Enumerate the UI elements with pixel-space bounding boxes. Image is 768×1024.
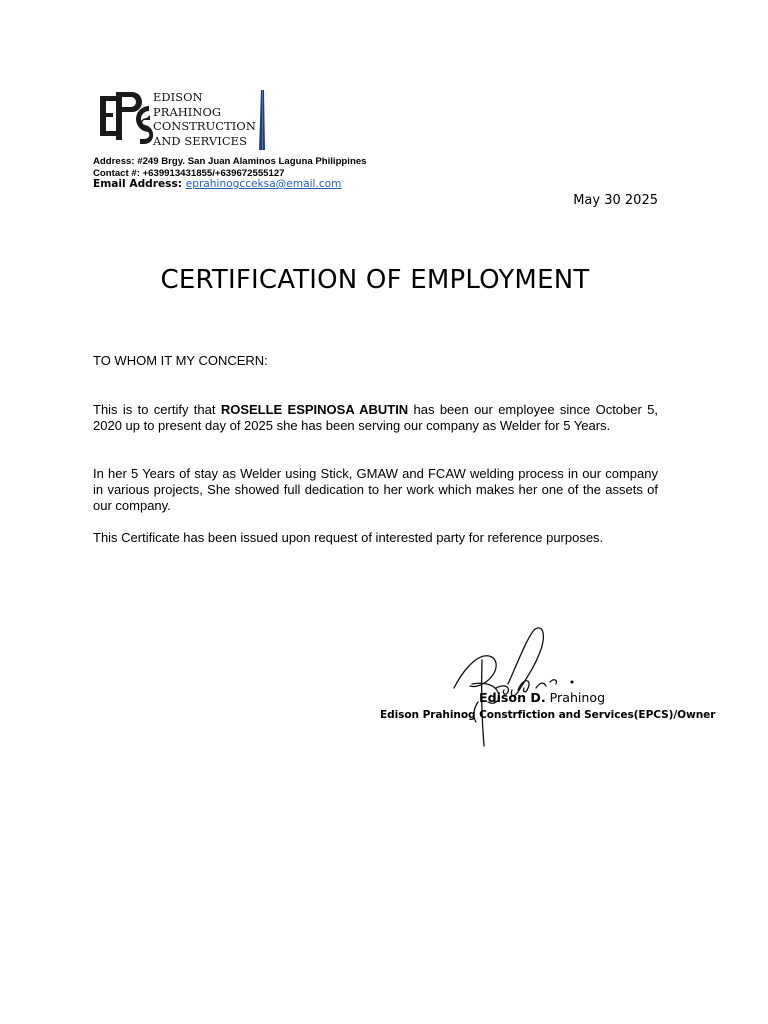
company-address: Address: #249 Brgy. San Juan Alaminos Laguna Philippines: [93, 156, 367, 167]
signatory-title: Edison Prahinog Constrfiction and Services(EPCS)/Owner: [380, 709, 716, 721]
company-logo: [97, 88, 269, 154]
letterhead-contact-block: [93, 156, 367, 179]
company-email-line: [93, 178, 342, 190]
body-paragraph-3: This Certificate has been issued upon request of interested party for reference purposes.: [93, 530, 604, 545]
document-title-text: CERTIFICATION OF EMPLOYMENT: [160, 265, 590, 295]
email-label: Email Address:: [93, 178, 182, 190]
logo-line: EDISON: [153, 90, 203, 104]
signatory-name: [479, 690, 605, 705]
signatory-name-bold: Edison D.: [479, 690, 546, 705]
signatory-name-rest: Prahinog: [545, 690, 606, 705]
document-title: [0, 265, 768, 295]
body-paragraph-2: In her 5 Years of stay as Welder using Stick, GMAW and FCAW welding process in our company in various projects, She showed full dedication to her work which makes her one of the assets of our company.: [93, 466, 658, 513]
paragraph-text: This is to certify that: [93, 402, 221, 417]
body-paragraph-1: [93, 402, 658, 434]
logo-wordmark: [153, 90, 265, 148]
employee-name: ROSELLE ESPINOSA ABUTIN: [220, 402, 409, 417]
logo-line: CONSTRUCTION: [153, 119, 256, 134]
logo-line: PRAHINOG: [153, 104, 222, 119]
paragraph-text: has been our employee since October 5, 2020 up to present day of 2025 she has been serving our company as Welder for 5 Years.: [93, 402, 658, 433]
salutation: TO WHOM IT MY CONCERN:: [93, 353, 268, 368]
company-phone: Contact #: +639913431855/+639672555127: [93, 167, 285, 179]
letter-date: May 30 2025: [573, 193, 658, 208]
email-link[interactable]: eprahinogcceksa@email.com: [185, 178, 342, 190]
handwritten-signature: [448, 622, 588, 752]
logo-line: AND SERVICES: [153, 133, 247, 148]
